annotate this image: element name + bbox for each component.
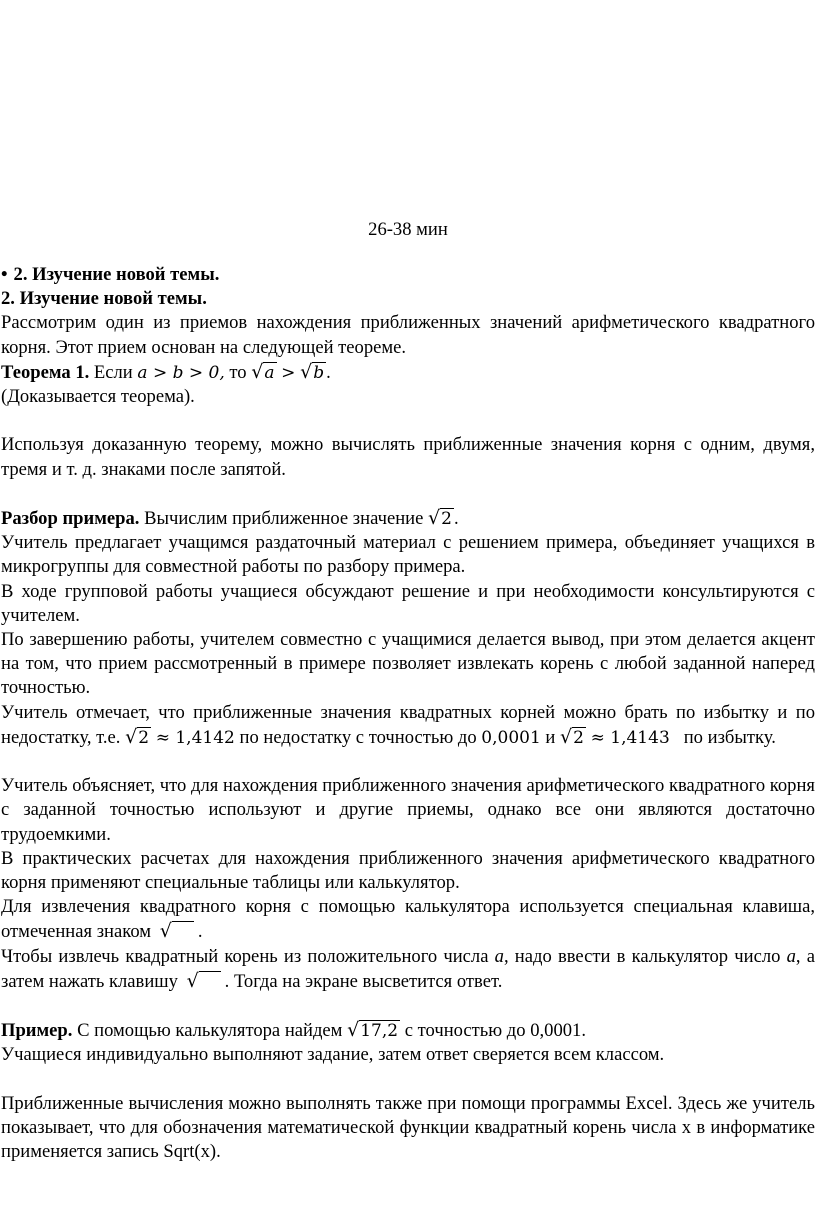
document-body xyxy=(1,263,815,1164)
theorem-if: Если xyxy=(93,361,133,383)
usage-paragraph: Используя доказанную теорему, можно вычислять приближенные значения корня с одним, двумя, тремя и т. д. знаками после запятой. xyxy=(1,434,815,480)
sqrt-key-icon-2: √ xyxy=(187,969,221,994)
theorem-then: то xyxy=(229,361,247,383)
paragraph-conclusion: По завершению работы, учителем совместно с учащимися делается вывод, при этом делается акцент на том, что прием рассмотренный в примере позволяет извлекать корень с любой заданной наперед точностью. xyxy=(1,629,815,699)
theorem-label: Теорема 1. xyxy=(1,361,90,383)
example-analysis-line: Разбор примера. Вычислим приближенное значение √2 . xyxy=(1,506,815,531)
proof-note: (Доказывается теорема). xyxy=(1,386,195,408)
paragraph-tables: В практических расчетах для нахождения приближенного значения арифметического квадратного корня применяют специальные таблицы или калькулятор. xyxy=(1,847,815,894)
example-analysis-label: Разбор примера. xyxy=(1,508,140,529)
example-label: Пример. xyxy=(1,1020,73,1042)
sqrt-2: √2 xyxy=(428,507,452,529)
sqrt-a: √a xyxy=(251,360,275,383)
section-heading: 2. Изучение новой темы. xyxy=(1,288,207,310)
theorem-condition: a > b > 0, xyxy=(137,362,225,383)
theorem-line: Теорема 1. Если a > b > 0, то √a > √b . xyxy=(1,360,815,385)
example-line: Пример. С помощью калькулятора найдем √17,2 с точностью до 0,0001. xyxy=(1,1018,815,1043)
sqrt-2-low: √2 xyxy=(125,725,150,748)
time-label: 26-38 мин xyxy=(368,219,448,240)
paragraph-calculator-key: Для извлечения квадратного корня с помощью калькулятора используется специальная клавиша, отмеченная знаком √ . xyxy=(1,895,815,944)
sqrt-17-2: √17,2 xyxy=(347,1019,399,1042)
example-note: Учащиеся индивидуально выполняют задание, затем ответ сверяется всем классом. xyxy=(1,1044,665,1066)
theorem-gt: > xyxy=(281,362,296,383)
excel-paragraph: Приближенные вычисления можно выполнять также при помощи программы Excel. Здесь же учитель показывает, что для обозначения математической функции квадратный корень числа х в информатике применяется запись Sqrt(x). xyxy=(1,1092,815,1163)
paragraph-how-to: Чтобы извлечь квадратный корень из положительного числа a, надо ввести в калькулятор число a, а затем нажать клавишу √ . Тогда на экране высветится ответ. xyxy=(1,945,815,994)
sqrt-b: √b xyxy=(300,360,325,383)
paragraph-other-methods: Учитель объясняет, что для нахождения приближенного значения арифметического квадратного корня с заданной точностью используют и другие приемы, однако все они являются достаточно трудоемкими. xyxy=(1,775,815,845)
sqrt-key-icon: √ xyxy=(160,919,194,944)
paragraph-group-work: В ходе групповой работы учащиеся обсуждают решение и при необходимости консультируются с учителем. xyxy=(1,580,815,626)
approx-paragraph: Учитель отмечает, что приближенные значения квадратных корней можно брать по избытку и по недостатку, т.е. √2 ≈ 1,4142 по недостатку с точностью до 0,0001 и √2 ≈ 1,4143 по избытку. xyxy=(1,701,815,750)
paragraph-handout: Учитель предлагает учащимся раздаточный материал с решением примера, объединяет учащихся в микрогруппы для совместной работы по разбору примера. xyxy=(1,532,815,578)
section-bullet-heading: • 2. Изучение новой темы. xyxy=(1,263,815,287)
intro-paragraph: Рассмотрим один из приемов нахождения приближенных значений арифметического квадратного корня. Этот прием основан на следующей теореме. xyxy=(1,312,815,358)
sqrt-2-high: √2 xyxy=(560,725,584,748)
